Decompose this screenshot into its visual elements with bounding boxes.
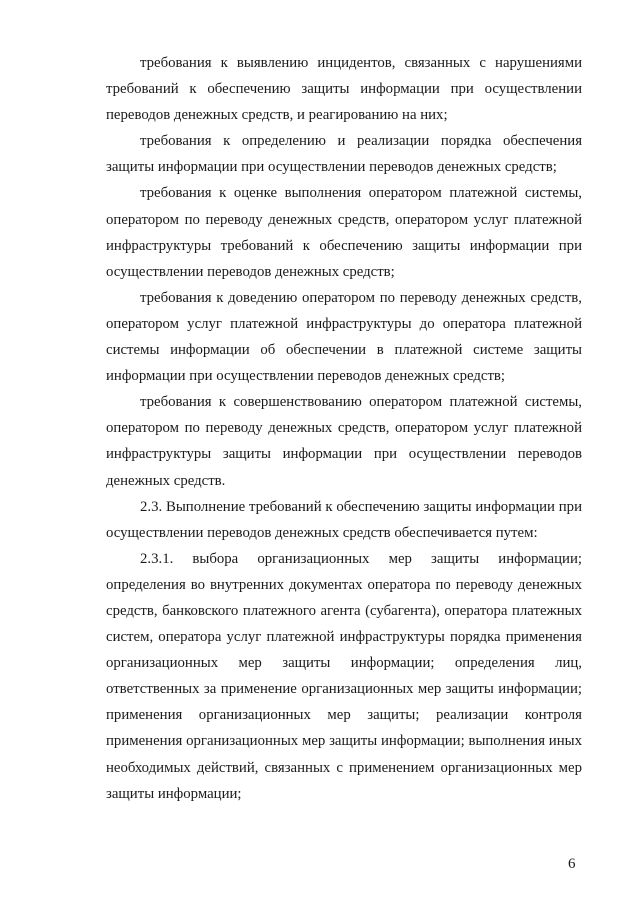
page-number: 6: [568, 856, 576, 872]
paragraph-assessment-requirements: требования к оценке выполнения оператором платежной системы, оператором по переводу денежных средств, оператором услуг платежной инфраструктуры требований к обеспечению защиты информации при осуществлении переводов денежных средств;: [106, 185, 582, 280]
paragraph-section-2-3-1: 2.3.1. выбора организационных мер защиты информации; определения во внутренних документах оператора по переводу денежных средств, банковского платежного агента (субагента), оператора платежных систем, оператора услуг платежной инфраструктуры порядка применения организационных мер защиты информации; определения лиц, ответственных за применение организационных мер защиты информации; применения организационных мер защиты; реализации контроля применения организационных мер защиты информации; выполнения иных необходимых действий, связанных с применением организационных мер защиты информации;: [106, 550, 582, 802]
document-body: [106, 50, 582, 807]
paragraph-improvement-requirements: требования к совершенствованию оператором платежной системы, оператором по переводу денежных средств, оператором услуг платежной инфраструктуры защиты информации при осуществлении переводов денежных средств.: [106, 394, 582, 489]
paragraph-incident-requirements: требования к выявлению инцидентов, связанных с нарушениями требований к обеспечению защиты информации при осуществлении переводов денежных средств, и реагированию на них;: [106, 55, 582, 124]
paragraph-procedure-requirements: требования к определению и реализации порядка обеспечения защиты информации при осуществлении переводов денежных средств;: [106, 133, 582, 176]
paragraph-section-2-3: 2.3. Выполнение требований к обеспечению защиты информации при осуществлении переводов денежных средств обеспечивается путем:: [106, 498, 582, 541]
paragraph-reporting-requirements: требования к доведению оператором по переводу денежных средств, оператором услуг платежной инфраструктуры до оператора платежной системы информации об обеспечении в платежной системе защиты информации при осуществлении переводов денежных средств;: [106, 289, 582, 385]
